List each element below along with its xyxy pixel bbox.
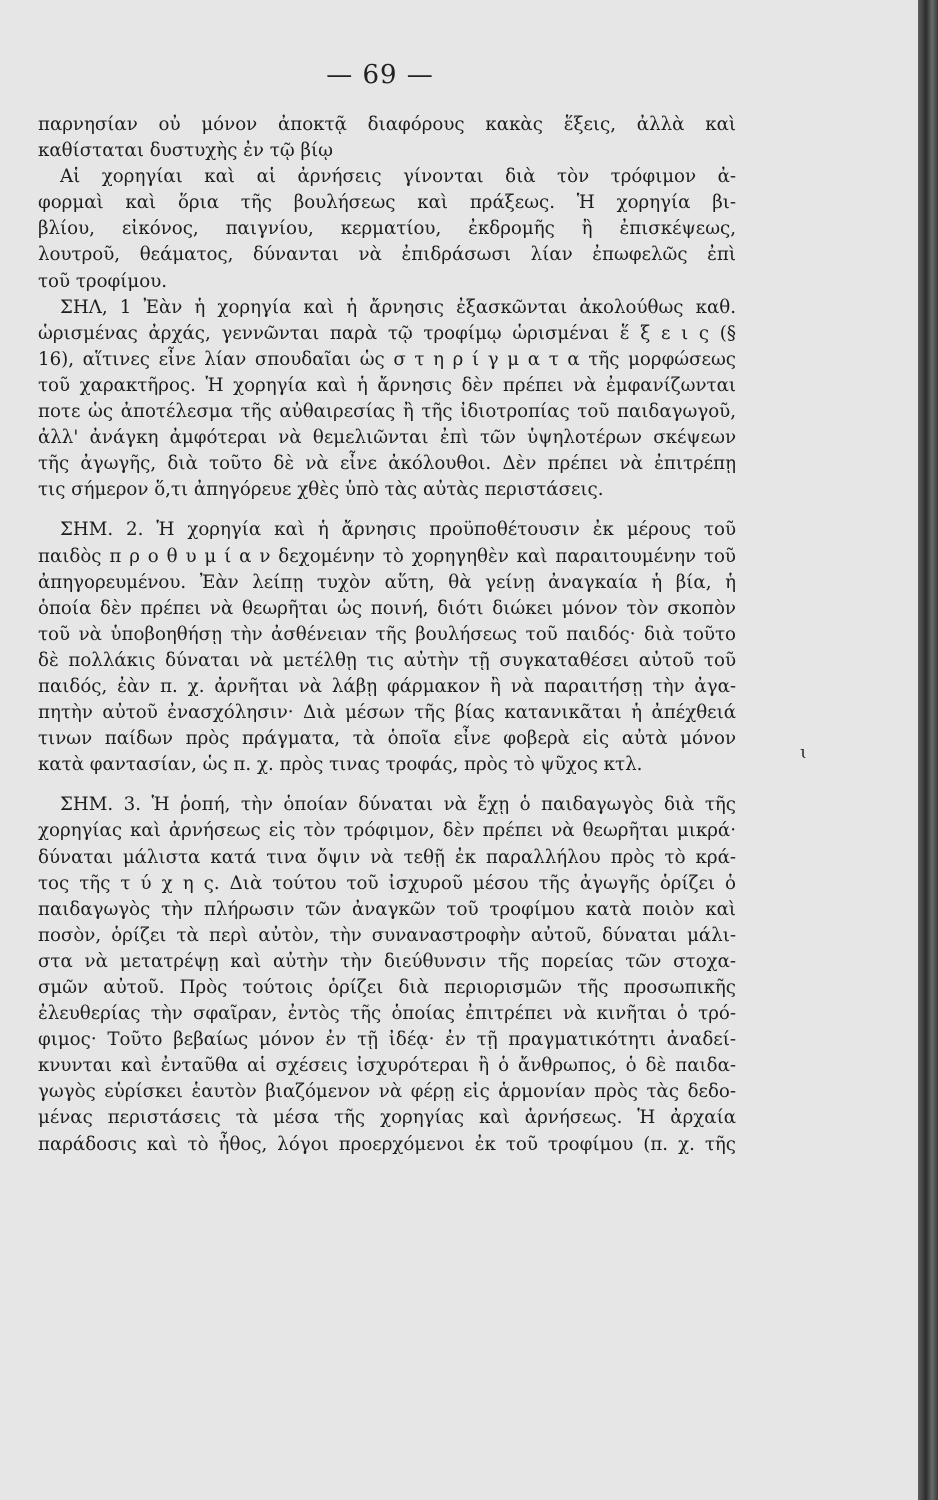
text-line: τις σήμερον ὅ,τι ἀπηγόρευε χθὲς ὑπὸ τὰς αὐτὰς περιστάσεις. [38,479,604,501]
text-line: πητὴν αὐτοῦ ἐνασχόλησιν· Διὰ μέσων τῆς βίας κατανικᾶται ἡ ἀπέχθειά [38,702,736,724]
text-line: Αἱ χορηγίαι καὶ αἱ ἀρνήσεις γίνονται διὰ τὸν τρόφιμον ἀ- [60,166,736,188]
text-line: μένας περιστάσεις τὰ μέσα τῆς χορηγίας καὶ ἀρνήσεως. Ἡ ἀρχαία [38,1107,736,1129]
text-line: ὡρισμένας ἀρχάς, γεννῶνται παρὰ τῷ τροφίμῳ ὡρισμέναι ἕ ξ ε ι ς (§ [38,322,736,344]
text-line: καθίσταται δυστυχὴς ἐν τῷ βίῳ [38,140,333,162]
text-line: φορμαὶ καὶ ὅρια τῆς βουλήσεως καὶ πράξεως. Ἡ χορηγία βι- [38,192,736,214]
text-line: λουτροῦ, θεάματος, δύνανται νὰ ἐπιδράσωσι λίαν ἐπωφελῶς ἐπὶ [38,244,736,266]
text-line: σμῶν αὐτοῦ. Πρὸς τούτοις ὁρίζει διὰ περιορισμῶν τῆς προσωπικῆς [38,977,736,998]
book-spine-edge [918,0,938,1500]
text-line: ποσὸν, ὁρίζει τὰ περὶ αὐτὸν, τὴν συναναστροφὴν αὐτοῦ, δύναται μάλι- [38,924,736,946]
text-line: τοῦ χαρακτῆρος. Ἡ χορηγία καὶ ἡ ἄρνησις δὲν πρέπει νὰ ἐμφανίζωνται [38,374,736,396]
text-line: ἀπηγορευμένου. Ἐὰν λείπῃ τυχὸν αὕτη, θὰ γείνῃ ἀναγκαία ἡ βία, ἡ [38,571,736,593]
text-line: δύναται μάλιστα κατά τινα ὄψιν νὰ τεθῇ ἐκ παραλλήλου πρὸς τὸ κρά- [38,846,736,868]
text-line: χορηγίας καὶ ἀρνήσεως εἰς τὸν τρόφιμον, δὲν πρέπει νὰ θεωρῆται μικρά· [38,820,736,842]
text-line: ἐλευθερίας τὴν σφαῖραν, ἐντὸς τῆς ὁποίας ἐπιτρέπει νὰ κινῆται ὁ τρό- [38,1003,736,1025]
text-line: βλίου, εἰκόνος, παιγνίου, κερματίου, ἐκδρομῆς ἢ ἐπισκέψεως, [38,218,736,240]
text-line: ποτε ὡς ἀποτέλεσμα τῆς αὐθαιρεσίας ἢ τῆς ἰδιοτροπίας τοῦ παιδαγωγοῦ, [38,401,736,423]
text-line: τοῦ νὰ ὑποβοηθήσῃ τὴν ἀσθένειαν τῆς βουλήσεως τοῦ παιδός· διὰ τοῦτο [38,623,736,645]
note-1 [38,295,736,504]
text-line: στα νὰ μετατρέψῃ καὶ αὐτὴν τὴν διεύθυνσιν τῆς πορείας τῶν στοχα- [38,950,736,972]
text-line: παράδοσις καὶ τὸ ἦθος, λόγοι προερχόμενοι ἐκ τοῦ τροφίμου (π. χ. τῆς [38,1133,736,1155]
text-line: τος τῆς τ ύ χ η ς. Διὰ τούτου τοῦ ἰσχυροῦ μέσου τῆς ἀγωγῆς ὁρίζει ὁ [38,872,736,894]
text-line: παιδὸς π ρ ο θ υ μ ί α ν δεχομένην τὸ χορηγηθὲν καὶ παραιτουμένην τοῦ [38,545,736,567]
text-line: τῆς ἀγωγῆς, διὰ τοῦτο δὲ νὰ εἶνε ἀκόλουθοι. Δὲν πρέπει νὰ ἐπιτρέπῃ [38,453,736,475]
text-line: ΣΗΜ. 3. Ἡ ῥοπή, τὴν ὁποίαν δύναται νὰ ἔχῃ ὁ παιδαγωγὸς διὰ τῆς [60,794,736,816]
note-3 [38,792,736,1157]
text-line: κνυνται καὶ ἐνταῦθα αἱ σχέσεις ἰσχυρότεραι ἢ ὁ ἄνθρωπος, ὁ δὲ παιδα- [38,1055,736,1077]
text-line: ἀλλ' ἀνάγκη ἀμφότεραι νὰ θεμελιῶνται ἐπὶ τῶν ὑψηλοτέρων σκέψεων [38,427,736,449]
text-line: τινων παίδων πρὸς πράγματα, τὰ ὁποῖα εἶνε φοβερὰ εἰς αὐτὰ μόνον [38,728,736,750]
paragraph-1 [38,112,736,164]
page-number: — 69 — [326,60,434,90]
text-line: ΣΗΜ. 2. Ἡ χορηγία καὶ ἡ ἄρνησις προϋποθέτουσιν ἐκ μέρους τοῦ [60,519,736,541]
note-2 [38,517,736,778]
text-line: 16), αἵτινες εἶνε λίαν σπουδαῖαι ὡς σ τ η ρ ί γ μ α τ α τῆς μορφώσεως [38,348,736,370]
paragraph-2 [38,164,736,294]
text-line: κατὰ φαντασίαν, ὡς π. χ. πρὸς τινας τροφάς, πρὸς τὸ ψῦχος κτλ. [38,754,643,776]
text-line: δὲ πολλάκις δύναται νὰ μετέλθῃ τις αὐτὴν τῇ συγκαταθέσει αὐτοῦ τοῦ [38,649,736,671]
text-line: τοῦ τροφίμου. [38,270,168,292]
text-line: παρνησίαν οὐ μόνον ἀποκτᾷ διαφόρους κακὰς ἕξεις, ἀλλὰ καὶ [38,114,736,135]
text-line: ὁποία δὲν πρέπει νὰ θεωρῆται ὡς ποινή, διότι διώκει μόνον τὸν σκοπὸν [38,597,736,619]
text-line: παιδός, ἐὰν π. χ. ἀρνῆται νὰ λάβῃ φάρμακον ἢ νὰ παραιτήσῃ τὴν ἀγα- [38,675,736,697]
page-text [38,112,736,1158]
text-line: φιμος· Τοῦτο βεβαίως μόνον ἐν τῇ ἰδέᾳ· ἐν τῇ πραγματικότητι ἀναδεί- [38,1029,736,1051]
text-line: ΣΗΛ, 1 Ἐὰν ἡ χορηγία καὶ ἡ ἄρνησις ἐξασκῶνται ἀκολούθως καθ. [60,296,736,318]
text-line: γωγὸς εὑρίσκει ἑαυτὸν βιαζόμενον νὰ φέρῃ εἰς ἁρμονίαν πρὸς τὰς δεδο- [38,1081,736,1103]
text-line: παιδαγωγὸς τὴν πλήρωσιν τῶν ἀναγκῶν τοῦ τροφίμου κατὰ ποιὸν καὶ [38,898,736,920]
margin-mark: ɩ [800,742,808,763]
